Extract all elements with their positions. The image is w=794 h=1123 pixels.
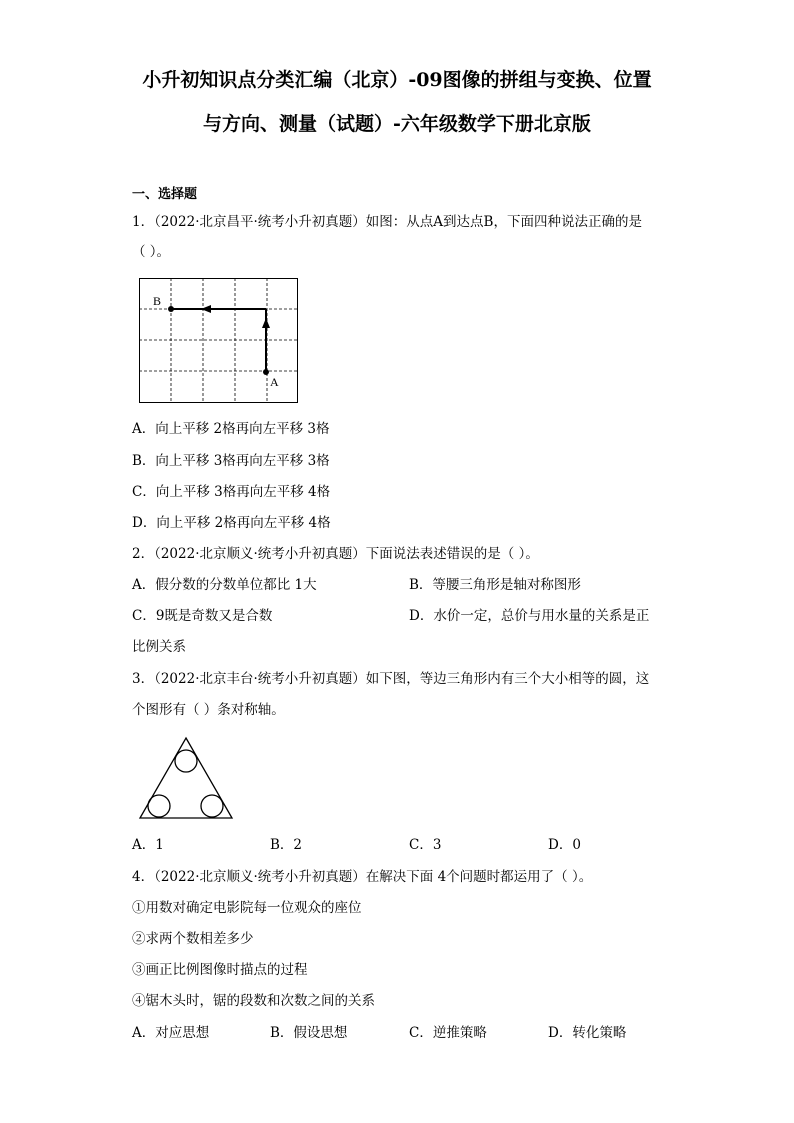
document-title-line-2: 与方向、测量（试题）-六年级数学下册北京版 (203, 113, 591, 135)
arrow-left-head (201, 305, 211, 313)
circle-right (201, 795, 223, 817)
label-a: A (270, 375, 279, 389)
question-2-stem: 2．（2022·北京顺义·统考小升初真题）下面说法表述错误的是（ ）。 (132, 546, 539, 562)
question-1-option-d: D．向上平移 2格再向左平移 4格 (132, 515, 331, 531)
question-3-stem-cont: 个图形有（ ）条对称轴。 (132, 702, 285, 718)
point-b (168, 306, 174, 312)
question-3-option-a: A．1 (132, 837, 164, 853)
question-1-option-b: B．向上平移 3格再向左平移 3格 (132, 453, 330, 469)
question-1-option-a: A．向上平移 2格再向左平移 3格 (132, 421, 330, 437)
question-4-option-a: A．对应思想 (132, 1025, 210, 1041)
question-3-option-b: B．2 (270, 837, 303, 853)
question-1-stem-cont: （ ）。 (132, 244, 171, 260)
question-3-option-d: D．0 (548, 837, 581, 853)
question-4-item-2: ②求两个数相差多少 (132, 931, 254, 947)
question-2-option-d-cont: 比例关系 (132, 639, 186, 655)
question-2-option-c: C．9既是奇数又是合数 (132, 608, 273, 624)
question-4-option-c: C．逆推策略 (409, 1025, 487, 1041)
question-4-item-3: ③画正比例图像时描点的过程 (132, 962, 308, 978)
question-3-stem: 3．（2022·北京丰台·统考小升初真题）如下图，等边三角形内有三个大小相等的圆，这 (132, 671, 650, 687)
point-a (263, 369, 269, 375)
question-4-option-d: D．转化策略 (548, 1025, 627, 1041)
question-4-stem: 4．（2022·北京顺义·统考小升初真题）在解决下面 4个问题时都运用了（ ）。 (132, 869, 593, 885)
question-1-stem: 1．（2022·北京昌平·统考小升初真题）如图：从点A到达点B，下面四种说法正确的是 (132, 214, 642, 230)
arrow-up-head (262, 318, 270, 328)
question-1-option-c: C．向上平移 3格再向左平移 4格 (132, 484, 331, 500)
question-4-option-b: B．假设思想 (270, 1025, 348, 1041)
path-arrows (171, 309, 266, 372)
question-3-option-c: C．3 (409, 837, 442, 853)
question-2-option-a: A．假分数的分数单位都比 1大 (132, 577, 317, 593)
grid-figure (139, 278, 299, 404)
section-heading: 一、选择题 (132, 187, 198, 202)
question-2-option-b: B．等腰三角形是轴对称图形 (409, 577, 581, 593)
circle-top (175, 750, 197, 772)
question-2-option-d: D．水价一定，总价与用水量的关系是正 (409, 608, 650, 624)
question-4-item-4: ④锯木头时，锯的段数和次数之间的关系 (132, 993, 375, 1009)
document-title-line-1: 小升初知识点分类汇编（北京）-09图像的拼组与变换、位置 (142, 69, 652, 91)
triangle-circles-figure (139, 736, 235, 820)
question-4-item-1: ①用数对确定电影院每一位观众的座位 (132, 900, 362, 916)
label-b: B (153, 294, 162, 308)
circle-left (148, 795, 170, 817)
